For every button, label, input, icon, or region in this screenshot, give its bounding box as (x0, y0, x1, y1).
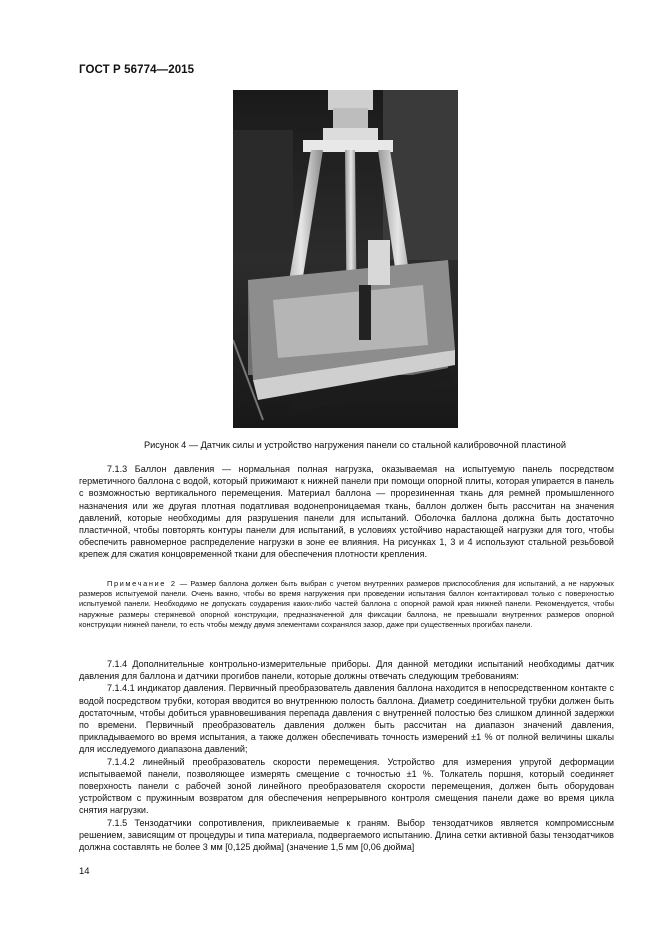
section-7-1-3 (79, 463, 614, 561)
section-7-1-4-intro: 7.1.4 Дополнительные контрольно-измерительные приборы. Для данной методики испытаний необходимы датчик давления для баллона и датчики прогибов панели, которые должны отвечать следующим требованиям: (79, 659, 614, 682)
note-2 (79, 579, 614, 630)
note-2-text: — Размер баллона должен быть выбран с учетом внутренних размеров приспособления для испытаний, а не наружных размеров испытуемой панели. Очень важно, чтобы во время нагружения при проведении испытания баллон контактировал только с поверхностью испытуемой панели. Необходимо не допускать соударения каких-либо частей баллона с опорной рамой края нижней панели. Рекомендуется, чтобы наружные размеры стержневой опорной конструкции, предназначенной для фиксации баллона, не превышали внутренних размеров опорной конструкции нижней панели, то есть чтобы между двумя элементами сохранялся зазор, даже при существенных прогибах панели. (79, 579, 615, 629)
note-2-paragraph (79, 579, 614, 630)
photo-test-rig (233, 90, 458, 428)
section-7-1-5: 7.1.5 Тензодатчики сопротивления, приклеиваемые к граням. Выбор тензодатчиков является компромиссным решением, зависящим от процедуры и типа материала, подвергаемого испытанию. Длина сетки активной базы тензодатчиков должна составлять не более 3 мм [0,125 дюйма] (значение 1,5 мм [0,06 дюйма] (79, 817, 614, 853)
figure-caption: Рисунок 4 — Датчик силы и устройство нагружения панели со стальной калибровочной пластиной (143, 440, 566, 450)
document-header: ГОСТ Р 56774—2015 (79, 64, 195, 76)
photo-test-rig-drawing (233, 90, 458, 428)
section-7-1-3-text: 7.1.3 Баллон давления — нормальная полная нагрузка, оказываемая на испытуемую панель посредством герметичного баллона с водой, который прижимают к нижней панели при помощи опорной плиты, которая упирается в панель с возможностью вертикального перемещения. Материал баллона — прорезиненная ткань для ремней промышленного назначения или же другая плотная податливая водонепроницаемая ткань, баллон должен быть рассчитан на значения давлений, которые необходимы для разрушения панели для испытаний. Оболочка баллона должна быть достаточно пластичной, чтобы повторять контуры панели для испытаний, в условиях устойчиво нарастающей нагрузки для того, чтобы обеспечить равномерное распределение нагрузки в зоне ее влияния. На рисунках 1, 3 и 4 используют стальной резьбовой крепеж для сжатия концовременной ткани для обеспечения плотности крепления. (79, 464, 614, 560)
page-number: 14 (79, 866, 90, 877)
note-2-label: Примечание 2 (107, 579, 177, 588)
section-7-1-4 (79, 658, 614, 853)
section-7-1-4-2: 7.1.4.2 линейный преобразователь скорости перемещения. Устройство для измерения упругой деформации испытываемой панели, позволяющее измерять смещение с точностью ±1 %. Толкатель поршня, который соединяет поверхность панели с рабочей зоной линейного преобразователя скорости перемещения, должен быть оборудован устройством с пружинным возвратом для обеспечения непрерывного контроля смещения панели даже во время цикла снятия нагрузки. (79, 756, 614, 816)
section-7-1-4-1: 7.1.4.1 индикатор давления. Первичный преобразователь давления баллона находится в непосредственном контакте с водой посредством трубки, которая вводится во внутреннюю полость баллона. Диаметр соединительной трубки должен быть достаточным, чтобы добиться уравновешивания перепада давления с внутренней полостью без слишком длинной задержки по времени. Первичный преобразователь давления должен быть рассчитан на диапазон значений давления, прикладываемого во время испытания, а также должен обеспечивать точность измерений ±1 % от полной величины шкалы для исследуемого диапазона давлений; (79, 683, 614, 755)
